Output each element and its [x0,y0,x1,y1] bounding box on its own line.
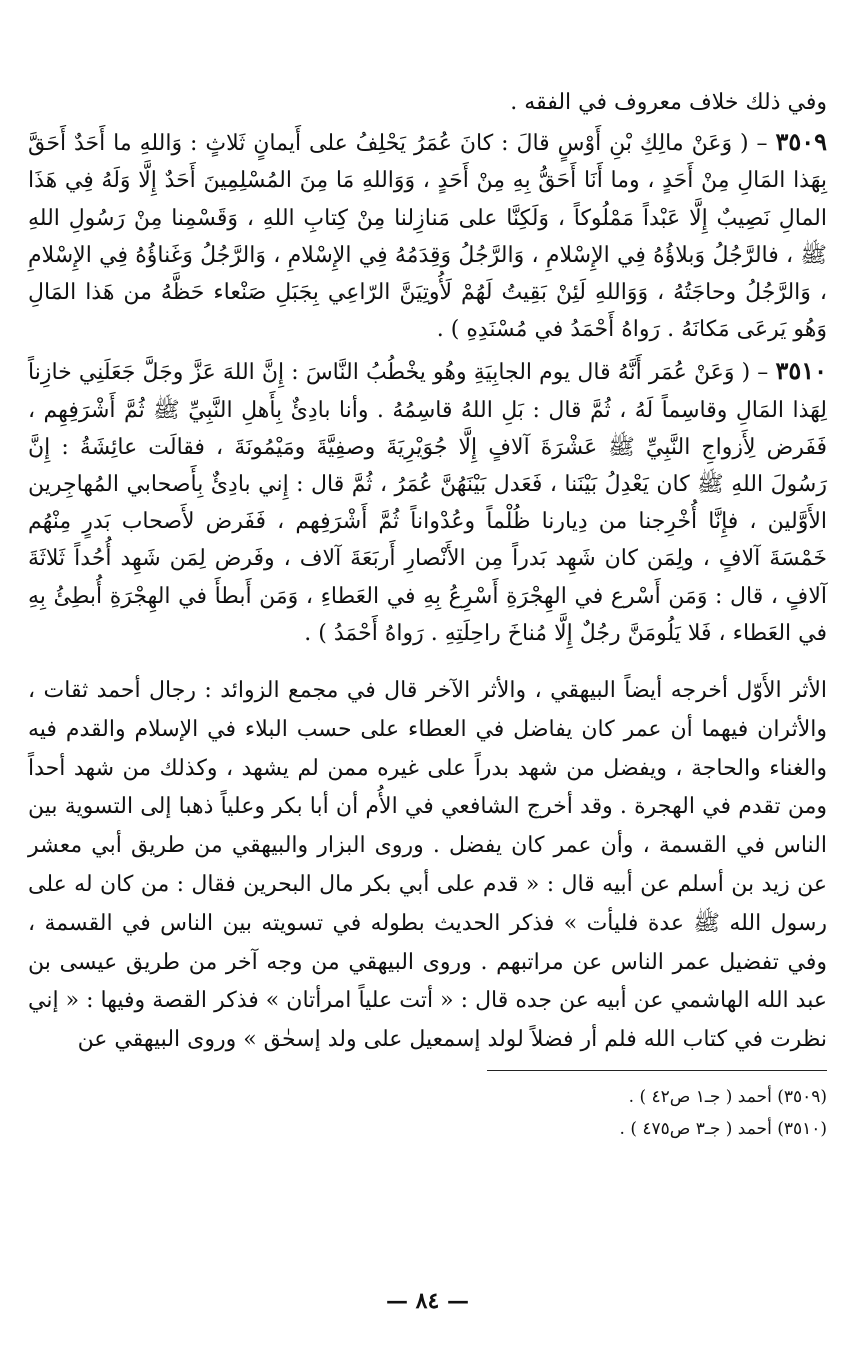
footnote-item: (٣٥١٠) أحمد ( جـ٣ ص٤٧٥ ) . [619,1119,827,1140]
intro-line: وفي ذلك خلاف معروف في الفقه . [510,90,827,115]
hadith-number: ٣٥١٠ [775,356,827,386]
hadith-text: – ( وَعَنْ مالِكِ بْنِ أَوْسٍ قالَ : كانَ عُمَرُ يَحْلِفُ على أَيمانٍ ثَلاثٍ : وَاللهِ ما أَحَدٌ أَحَقَّ بِهَذا المَالِ مِنْ أَحَدٍ ، وما أَنَا أَحَقُّ بِهِ مِنْ أَحَدٍ ، وَوَاللهِ مَا مِنَ المُسْلِمِينَ أَحَدٌ إِلَّا وَلَهُ فِي هَذَا المالِ نَصِيبٌ إِلَّا عَبْداً مَمْلُوكاً ، وَلَكِنَّا على مَنازِلنا مِنْ كِتابِ اللهِ ، وَقَسْمِنا مِنْ رَسُولِ اللهِ ﷺ ، فالرَّجُلُ وَبلاؤُهُ فِي الإِسْلامِ ، وَالرَّجُلُ وَقِدَمُهُ فِي الإِسْلامِ ، وَالرَّجُلُ وَغَناؤُهُ فِي الإِسْلامِ ، وَالرَّجُلُ وحاجَتُهُ ، وَوَاللهِ لَئِنْ بَقِيتُ لَهُمْ لَأُوتِيَنَّ الرّاعِي بِجَبَلِ صَنْعاء حَظَّهُ من هَذا المَالِ وَهُو يَرعَى مَكانَهُ . رَواهُ أَحْمَدُ في مُسْنَدِهِ ) . [28,131,827,343]
footnotes [28,1081,827,1145]
hadith-3510 [28,352,827,652]
hadith-text: – ( وَعَنْ عُمَر أَنَّهُ قال يوم الجابِيَةِ وهُو يخْطُبُ النَّاسَ : إِنَّ اللهَ عَزَّ وجَلَّ جَعَلَنِي خازِناً لِهَذا المَالِ وقاسِماً لَهُ ، ثُمَّ قال : بَلِ اللهُ قاسِمُهُ . وأنا بادِئٌ بِأَهلِ النَّبِيِّ ﷺ ثُمَّ أَشْرَفِهِم ، فَفَرض لِأَزواجِ النَّبِيِّ ﷺ عَشْرَةَ آلافٍ إِلَّا جُوَيْرِيَةَ وصفِيَّةَ ومَيْمُونَةَ ، فقالَت عائِشَةُ : إِنَّ رَسُولَ اللهِ ﷺ كان يَعْدِلُ بَيْنَنا ، فَعَدل بَيْنَهُنَّ عُمَرُ ، ثُمَّ قال : إِني بادِئٌ بِأَصحابي المُهاجِرين الأَوَّلين ، فإِنَّا أُخْرِجنا من دِيارنا ظُلْماً وعُدْواناً ثُمَّ أَشْرَفِهم ، فَفَرض لأَصحاب بَدرٍ مِنْهُم خَمْسَةَ آلافٍ ، ولِمَن كان شَهِد بَدراً مِن الأَنْصارِ أَربَعَةَ آلاف ، وفَرض لِمَن شَهِد أُحُداً ثَلاثَةَ آلافٍ ، قال : وَمَن أَسْرع في الهِجْرَةِ أَسْرِعُ بِهِ في العَطاءِ ، وَمَن أَبطأَ في الهِجْرَةِ أُبطِئُ بِهِ في العَطاء ، فَلا يَلُومَنَّ رجُلٌ إِلَّا مُناخَ راحِلَتِهِ . رَواهُ أَحْمَدُ ) . [28,360,827,646]
page-number: — ٨٤ — [386,1288,469,1314]
hadith-3509 [28,123,827,348]
footnote-divider [487,1070,827,1071]
commentary-paragraph: الأثر الأَوّل أخرجه أيضاً البيهقي ، والأثر الآخر قال في مجمع الزوائد : رجال أحمد ثقات ، والأثران فيهما أن عمر كان يفاضل في العطاء على حسب البلاء في الإسلام والقدم فيه والغناء والحاجة ، ويفضل من شهد بدراً على غيره ممن لم يشهد ، وكذلك من شهد أحداً ومن تقدم في الهجرة . وقد أخرج الشافعي في الأُم أن أبا بكر وعلياً ذهبا إلى التسوية بين الناس في القسمة ، وأن عمر كان يفضل . وروى البزار والبيهقي من طريق أبي معشر عن زيد بن أسلم عن أبيه قال : « قدم على أبي بكر مال البحرين فقال : من كان له على رسول الله ﷺ عدة فليأت » فذكر الحديث بطوله في تسويته بين الناس في القسمة ، وفي تفضيل عمر الناس عن مراتبهم . وروى البيهقي من وجه آخر من طريق عيسى بن عبد الله الهاشمي عن أبيه عن جده قال : « أتت علياً امرأتان » فذكر القصة وفيها : « إني نظرت في كتاب الله فلم أر فضلاً لولد إسمعيل على ولد إسحٰق » وروى البيهقي عن [28,678,827,1053]
footnote-item: (٣٥٠٩) أحمد ( جـ١ ص٤٢ ) . [628,1087,827,1108]
hadith-number: ٣٥٠٩ [775,127,827,157]
